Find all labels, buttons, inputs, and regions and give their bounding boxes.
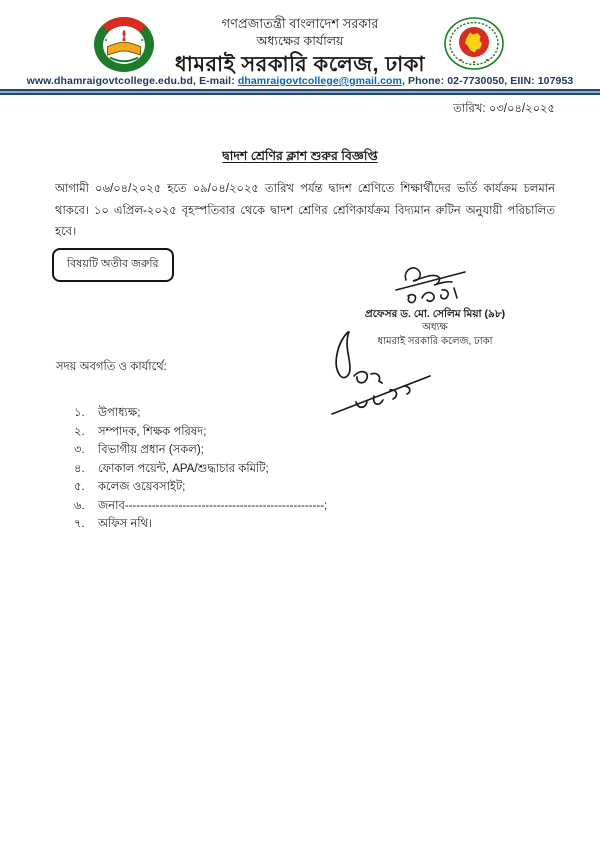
college-name: ধামরাই সরকারি কলেজ, ঢাকা	[174, 53, 425, 76]
notice-body-paragraph: আগামী ০৬/০৪/২০২৫ হতে ০৯/০৪/২০২৫ তারিখ পর্যন্ত দ্বাদশ শ্রেণিতে শিক্ষার্থীদের ভর্তি কার্যক্রম চলমান থাকবে। ১০ এপ্রিল-২০২৫ বৃহস্পতিবার থেকে দ্বাদশ শ্রেণির শ্রেণিকার্যক্রম বিদ্যমান রুটিন অনুযায়ী পরিচালিত হবে।	[55, 183, 555, 238]
list-item-text: সম্পাদক, শিক্ষক পরিষদ;	[98, 425, 207, 438]
list-item	[74, 407, 504, 419]
list-item-number: ৬.	[74, 499, 85, 512]
list-item-text: কলেজ ওয়েবসাইট;	[98, 481, 186, 493]
list-item	[74, 463, 504, 475]
header-divider-rule	[0, 89, 600, 95]
list-item-number: ৩.	[74, 444, 85, 456]
notice-title: দ্বাদশ শ্রেণির ক্লাশ শুরুর বিজ্ঞপ্তি	[222, 149, 378, 163]
list-item-text: উপাধ্যক্ষ;	[98, 407, 141, 419]
list-item	[74, 481, 504, 493]
list-item	[74, 500, 504, 512]
list-item	[74, 444, 504, 456]
list-item-number: ৪.	[74, 462, 85, 475]
principal-signature-icon	[392, 260, 470, 310]
list-item-text: অফিস নথি।	[98, 518, 153, 530]
date-line: তারিখ: ০৩/০৪/২০২৫	[453, 103, 555, 115]
phone-eiin-text: , Phone: 02-7730050, EIIN: 107953	[401, 75, 574, 87]
urgent-note-box: বিষয়টি অতীব জরুরি	[52, 248, 174, 282]
distribution-heading: সদয় অবগতি ও কার্যার্থে:	[56, 361, 167, 373]
signatory-designation: অধ্যক্ষ	[422, 322, 448, 333]
list-item-number: ৭.	[74, 518, 85, 530]
distribution-list	[74, 407, 504, 537]
office-line: অধ্যক্ষের কার্যালয়	[256, 34, 344, 48]
website-text: www.dhamraigovtcollege.edu.bd, E-mail:	[26, 75, 238, 87]
list-item	[74, 518, 504, 530]
list-item-text: বিভাগীয় প্রধান (সকল);	[98, 444, 204, 456]
signatory-institution: ধামরাই সরকারি কলেজ, ঢাকা	[377, 336, 493, 347]
list-item-number: ১.	[74, 407, 85, 419]
signatory-name: প্রফেসর ড. মো. সেলিম মিয়া (৯৮)	[364, 308, 506, 320]
list-item	[74, 426, 504, 438]
list-item-number: ২.	[74, 425, 85, 438]
government-line: গণপ্রজাতন্ত্রী বাংলাদেশ সরকার	[221, 16, 379, 31]
list-item-number: ৫.	[74, 481, 85, 493]
letterhead	[0, 15, 600, 78]
contact-line	[0, 75, 600, 87]
list-item-text: জনাব----------------------------------------------------;	[98, 499, 328, 512]
list-item-text: ফোকাল পয়েন্ট, APA/শুদ্ধাচার কমিটি;	[98, 462, 269, 475]
email-link[interactable]: dhamraigovtcollege@gmail.com	[237, 75, 402, 87]
government-logo-icon	[444, 17, 504, 70]
